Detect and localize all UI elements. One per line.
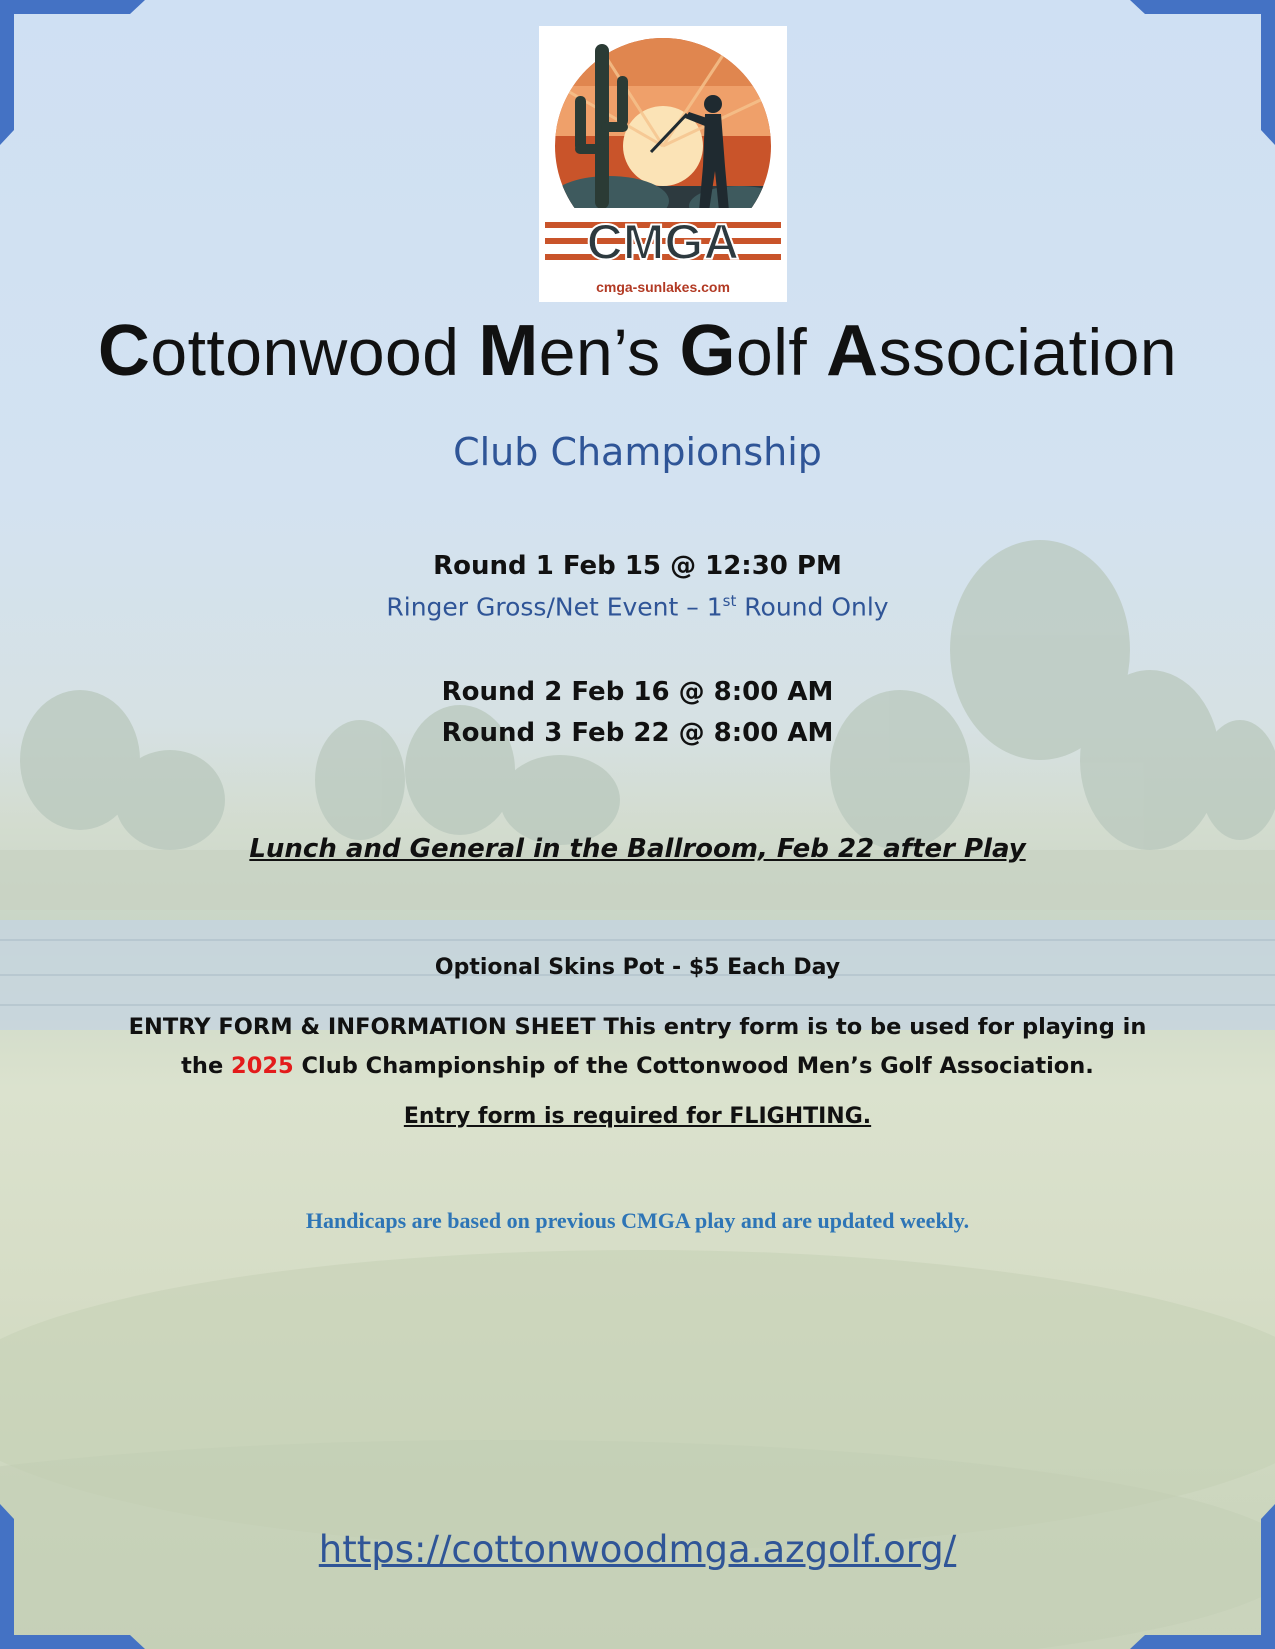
round-1-schedule: Round 1 Feb 15 @ 12:30 PM [433,551,842,581]
flighting-requirement: Entry form is required for FLIGHTING. [403,1104,872,1129]
corner-bracket-bottom-left [0,1499,150,1649]
ringer-text-start: Ringer Gross/Net Event – 1 [386,592,723,622]
entry-line-1: ENTRY FORM & INFORMATION SHEET This entry form is to be used for playing in [128,1014,1147,1040]
title-initial-c: C [97,311,151,391]
entry-line-2-start: the [181,1053,232,1079]
ringer-text-end: Round Only [736,592,889,622]
lunch-announcement: Lunch and General in the Ballroom, Feb 22 after Play [249,834,1026,864]
round-3-schedule: Round 3 Feb 22 @ 8:00 AM [441,718,834,748]
round-2-schedule: Round 2 Feb 16 @ 8:00 AM [441,677,834,707]
championship-year: 2025 [231,1053,294,1079]
page-title [0,310,1275,392]
logo-artwork [539,26,787,276]
ringer-ordinal-suffix: st [722,592,737,610]
event-subtitle: Club Championship [453,430,822,474]
skins-pot-note: Optional Skins Pot - $5 Each Day [434,955,841,980]
corner-bracket-top-right [1125,0,1275,150]
handicaps-note: Handicaps are based on previous CMGA play and are updated weekly. [305,1208,970,1233]
website-link[interactable]: https://cottonwoodmga.azgolf.org/ [318,1528,957,1571]
logo-wordmark: CMGA [586,214,740,270]
cmga-logo [539,26,787,302]
title-word-golf: olf [736,315,827,389]
title-word-cottonwood: ottonwood [150,315,479,389]
title-initial-a: A [826,311,879,391]
title-initial-g: G [679,311,737,391]
entry-line-2 [0,1047,1275,1086]
title-initial-m: M [478,311,539,391]
corner-bracket-bottom-right [1125,1499,1275,1649]
ringer-event-note [0,592,1275,621]
entry-form-paragraph [0,1008,1275,1086]
logo-url-text: cmga-sunlakes.com [596,279,730,295]
title-word-mens: en’s [538,315,680,389]
corner-bracket-top-left [0,0,150,150]
entry-line-2-end: Club Championship of the Cottonwood Men’s Golf Association. [293,1053,1094,1079]
title-word-association: ssociation [878,315,1178,389]
